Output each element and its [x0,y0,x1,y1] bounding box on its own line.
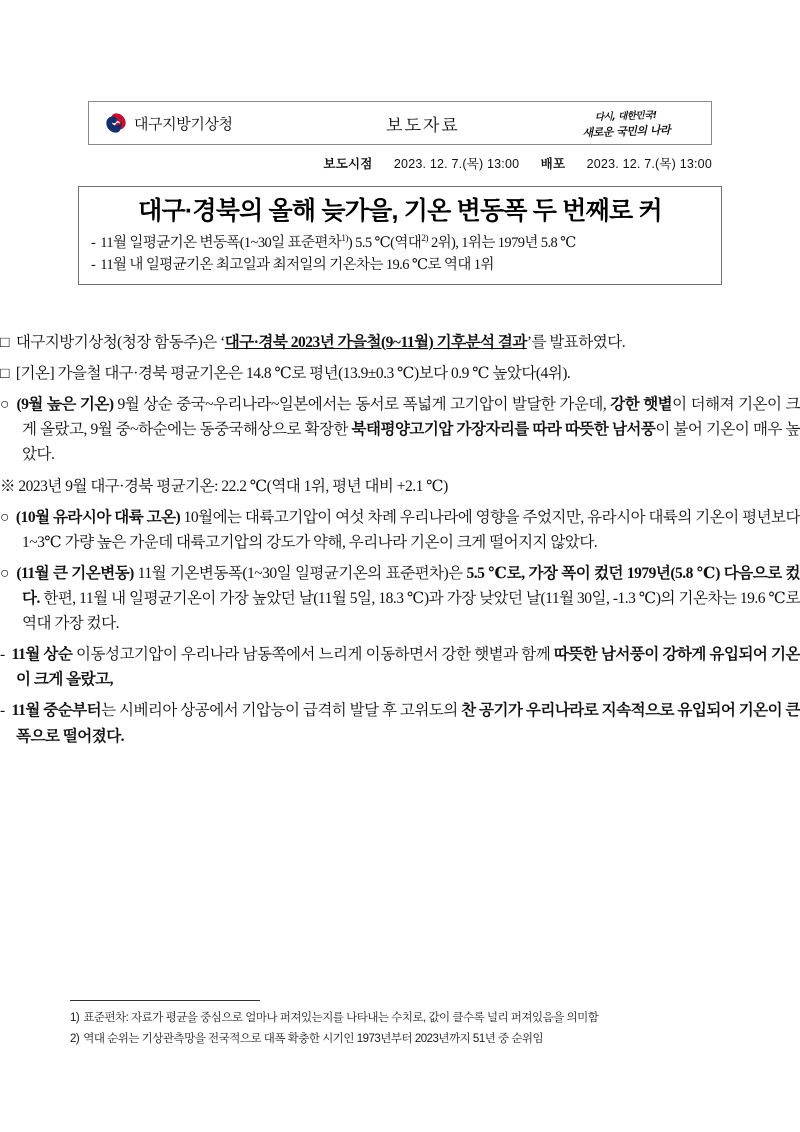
sub-2-emphasis-2: 찬 공기가 우리나라로 지속적으로 유입되어 기온이 큰 폭으로 떨어졌다. [16,702,800,745]
distribute-value: 2023. 12. 7.(목) 13:00 [586,157,712,171]
headline-box [78,186,722,285]
slogan-line-2: 새로운 국민의 나라 [582,122,671,140]
square-bullet-icon: □ [0,334,9,351]
circle-bullet-icon: ○ [0,396,10,414]
footnote-number: 1) [70,1012,80,1024]
sub-1-body-text: 이동성고기압이 우리나라 남동쪽에서 느리게 이동하면서 강한 햇볕과 함께 [72,646,554,664]
release-date-line [88,154,712,172]
taegeuk-icon [105,112,127,134]
sub-2-dash: - [91,256,96,273]
sub-1-text-a: 11월 일평균기온 변동폭(1~30일 표준편차 [100,234,342,251]
sub-2-body-text: 는 시베리아 상공에서 기압능이 급격히 발달 후 고위도의 [101,702,462,720]
october-text: 10월에는 대륙고기압이 여섯 차례 우리나라에 영향을 주었지만, 유라시아 대륙의 기온이 평년보다 1~3℃ 가량 높은 가운데 대륙고기압의 강도가 약해, 우리나라 기온이 크게 떨어지지 않았다. [22,508,800,551]
sub-1-text-b: ) 5.5 ℃(역대 [347,234,422,251]
headline-sub-2 [91,255,709,277]
footnote-item [70,1029,750,1050]
sub-1-text-c: 2위), 1위는 1979년 5.8 ℃ [427,234,576,251]
september-text-2: 이 더해져 기온이 크게 올랐고, 9월 중~하순에는 동중국해상으로 확장한 [22,396,800,439]
paragraph-announcement [0,330,800,355]
agency-name: 대구지방기상청 [134,115,233,133]
footnote-marker-1: 1) [341,234,348,244]
footnote-separator [70,1000,260,1001]
paragraph-november [0,561,800,636]
november-text-2: 한편, 11월 내 일평균기온이 가장 높았던 날(11월 5일, 18.3 ℃)과 가장 낮았던 날(11월 30일, -1.3 ℃)의 기온차는 19.6 ℃로 역대 가장 컸다. [22,589,800,633]
report-title: 대구·경북 2023년 가을철(9~11월) 기후분석 결과 [224,334,527,351]
november-text-1: 11월 기온변동폭(1~30일 일평균기온의 표준편차)은 [133,564,467,582]
announcement-text-b: ’를 발표하였다. [526,334,626,351]
footnote-text: 표준편차: 자료가 평균을 중심으로 얼마나 퍼져있는지를 나타내는 수치로, 값이 클수록 널리 퍼져있음을 의미함 [83,1012,599,1024]
sub-1-emphasis-1: 11월 상순 [11,646,73,664]
footnote-marker-2: 2) [421,234,428,244]
temperature-summary-text: [기온] 가을철 대구·경북 평균기온은 14.8 ℃로 평년(13.9±0.3 ℃)보다 0.9 ℃ 높았다(4위). [15,365,571,383]
sub-2-emphasis-1: 11월 중순부터 [11,702,102,720]
dash-bullet-icon: - [0,702,5,720]
paragraph-october [0,505,800,555]
headline-sub-1 [91,232,709,255]
sub-1-emphasis-2: 따뜻한 남서풍이 강하게 유입되어 기온이 크게 올랐고, [16,646,800,689]
document-header [88,101,712,145]
footnote-list [70,1008,750,1051]
page-title: 대구·경북의 올해 늦가을, 기온 변동폭 두 번째로 커 [138,197,662,225]
footnote-item [70,1008,750,1029]
november-heading: (11월 큰 기온변동) [16,564,134,582]
paragraph-september [0,392,800,467]
footnote-text: 역대 순위는 기상관측망을 전국적으로 대폭 확충한 시기인 1973년부터 2023년까지 51년 중 순위임 [83,1033,544,1046]
dash-bullet-icon: - [0,646,5,664]
footnote-number: 2) [70,1033,80,1046]
document-kind: 보도자료 [386,115,460,135]
november-sub-bullet-1 [0,642,800,692]
embargo-value: 2023. 12. 7.(목) 13:00 [393,157,520,171]
circle-bullet-icon: ○ [0,508,9,526]
september-heading: (9월 높은 기온) [16,396,114,414]
paragraph-temperature-summary [0,361,800,386]
circle-bullet-icon: ○ [0,564,10,582]
announcement-text-a: 대구지방기상청(청장 함동주)은 ‘ [15,334,225,351]
september-emphasis-1: 강한 햇볕 [610,396,673,414]
sub-2-text: 11월 내 일평균기온 최고일과 최저일의 기온차는 19.6 ℃로 역대 1위 [100,256,494,273]
sub-1-dash: - [91,234,96,251]
september-note: ※ 2023년 9월 대구·경북 평균기온: 22.2 ℃(역대 1위, 평년 대비 +2.1 ℃) [0,477,448,495]
government-slogan [551,105,702,141]
embargo-label: 보도시점 [323,157,373,171]
november-emphasis-1: 5.5 ℃로, 가장 폭이 컸던 1979년(5.8 ℃) 다음으로 컸다. [22,564,800,607]
october-heading: (10월 유라시아 대륙 고온) [15,508,181,526]
november-sub-bullet-2 [0,698,800,748]
square-bullet-icon: □ [0,365,9,383]
september-text-1: 9월 상순 중국~우리나라~일본에서는 동서로 폭넓게 고기압이 발달한 가운데, [113,396,611,414]
september-emphasis-2: 북태평양고기압 가장자리를 따라 따뜻한 남서풍 [351,421,656,439]
september-text-3: 이 불어 기온이 매우 높았다. [22,421,800,464]
slogan-line-1: 다시, 대한민국! [594,109,657,123]
document-body [0,330,800,755]
distribute-label: 배포 [540,157,566,171]
